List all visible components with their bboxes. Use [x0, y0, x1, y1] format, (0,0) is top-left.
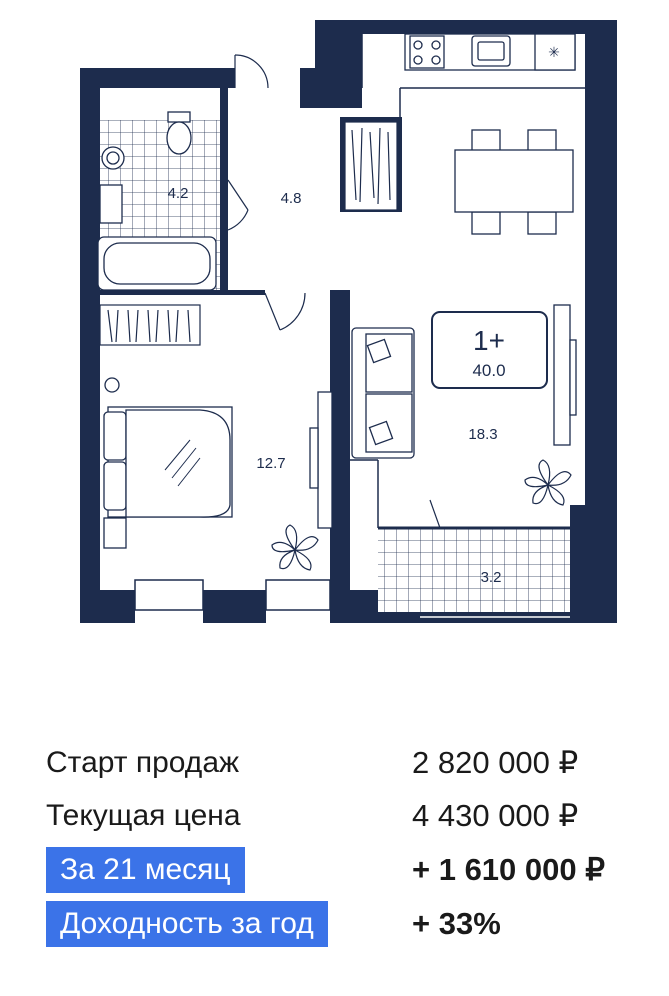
price-row [0, 847, 669, 897]
apartment-badge [432, 312, 547, 388]
dining-table [455, 130, 573, 234]
room-area-balcony: 3.2 [480, 569, 502, 586]
price-row [0, 793, 669, 843]
bathroom-ceiling-strip [100, 88, 220, 120]
svg-text:✳: ✳ [548, 45, 560, 61]
price-label-current: Текущая цена [46, 799, 241, 832]
price-row [0, 901, 669, 951]
room-area-living: 18.3 [468, 426, 498, 443]
price-value-growth: + 1 610 000 ₽ [412, 852, 605, 887]
balcony-floor [378, 528, 570, 613]
price-label-yield: Доходность за год [46, 901, 328, 947]
price-value-yield: + 33% [412, 906, 501, 941]
price-label-start: Старт продаж [46, 746, 240, 779]
price-label-growth: За 21 месяц [46, 847, 245, 893]
room-area-bathroom: 4.2 [167, 185, 189, 202]
apartment-type: 1+ [473, 325, 505, 356]
price-value-start: 2 820 000 ₽ [412, 745, 579, 780]
price-value-current: 4 430 000 ₽ [412, 798, 579, 833]
room-area-hall: 4.8 [280, 190, 302, 207]
price-row [0, 740, 669, 790]
sofa [352, 328, 414, 458]
bed [104, 378, 232, 548]
room-area-bedroom: 12.7 [256, 455, 286, 472]
apartment-total-area: 40.0 [472, 361, 506, 380]
